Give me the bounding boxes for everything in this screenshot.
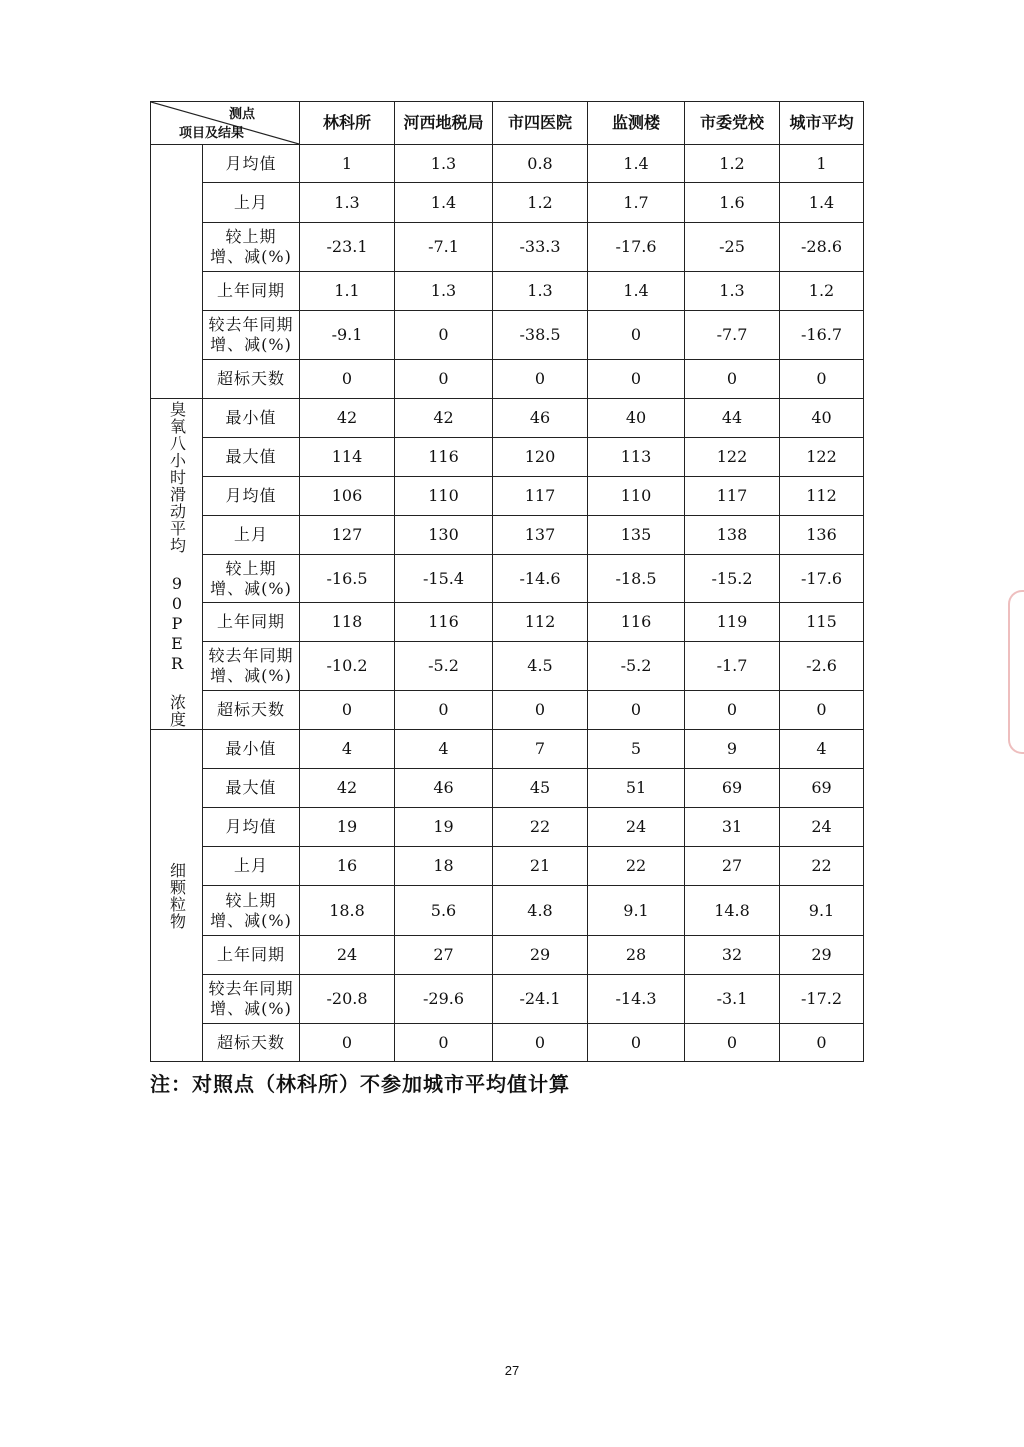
- value-cell: 117: [493, 477, 588, 516]
- item-label-line: 月均值: [225, 486, 277, 505]
- value-cell: 27: [685, 847, 780, 886]
- value-cell: -14.3: [588, 975, 685, 1024]
- value-cell: 0: [780, 691, 864, 730]
- item-label-line: 月均值: [225, 153, 277, 173]
- item-label-line: 较上期: [225, 890, 277, 910]
- value-cell: -10.2: [300, 642, 395, 691]
- item-label-line: 上年同期: [216, 281, 285, 300]
- value-cell: -33.3: [493, 223, 588, 272]
- value-cell: 115: [780, 603, 864, 642]
- value-cell: 1.3: [300, 183, 395, 223]
- item-label: [203, 808, 300, 847]
- item-label: [203, 975, 300, 1024]
- value-cell: 112: [780, 477, 864, 516]
- item-label-line: 增、减(%): [210, 578, 292, 598]
- value-cell: 40: [588, 399, 685, 438]
- group-label: 臭氧八小时滑动平均 90PER 浓度: [151, 399, 203, 730]
- value-cell: 28: [588, 936, 685, 975]
- value-cell: 116: [395, 603, 493, 642]
- group-label: [151, 145, 203, 399]
- value-cell: 24: [780, 808, 864, 847]
- value-cell: 0: [493, 691, 588, 730]
- item-label-line: 较上期: [225, 558, 277, 578]
- value-cell: 0: [588, 1024, 685, 1062]
- item-label: [203, 603, 300, 642]
- station-header: 市委党校: [685, 102, 780, 145]
- value-cell: 1.6: [685, 183, 780, 223]
- value-cell: 29: [493, 936, 588, 975]
- value-cell: 1.7: [588, 183, 685, 223]
- value-cell: 1.4: [395, 183, 493, 223]
- item-label: [203, 360, 300, 399]
- value-cell: 1: [300, 145, 395, 183]
- value-cell: -3.1: [685, 975, 780, 1024]
- item-label: [203, 223, 300, 272]
- table-row: [151, 769, 864, 808]
- value-cell: 22: [588, 847, 685, 886]
- value-cell: 4: [395, 730, 493, 769]
- value-cell: 0: [300, 360, 395, 399]
- value-cell: 120: [493, 438, 588, 477]
- value-cell: 138: [685, 516, 780, 555]
- value-cell: -7.1: [395, 223, 493, 272]
- table-row: [151, 145, 864, 183]
- value-cell: 14.8: [685, 886, 780, 936]
- value-cell: 42: [300, 769, 395, 808]
- value-cell: 112: [493, 603, 588, 642]
- value-cell: 19: [395, 808, 493, 847]
- item-label: [203, 399, 300, 438]
- value-cell: -14.6: [493, 555, 588, 603]
- value-cell: 5.6: [395, 886, 493, 936]
- station-header: 林科所: [300, 102, 395, 145]
- item-label: [203, 516, 300, 555]
- value-cell: -24.1: [493, 975, 588, 1024]
- table-row: [151, 438, 864, 477]
- value-cell: 42: [300, 399, 395, 438]
- item-label-line: 最大值: [225, 447, 277, 466]
- value-cell: 22: [493, 808, 588, 847]
- value-cell: 0: [395, 311, 493, 360]
- item-label-line: 增、减(%): [210, 666, 292, 685]
- item-label: [203, 691, 300, 730]
- value-cell: -28.6: [780, 223, 864, 272]
- table-row: [151, 272, 864, 311]
- value-cell: 0: [780, 360, 864, 399]
- value-cell: 7: [493, 730, 588, 769]
- table-row: [151, 399, 864, 438]
- table-row: [151, 936, 864, 975]
- item-label-line: 上月: [233, 525, 268, 544]
- air-quality-table: [150, 101, 864, 1062]
- value-cell: 122: [780, 438, 864, 477]
- item-label-line: 增、减(%): [210, 335, 292, 354]
- item-label-line: 超标天数: [216, 700, 285, 719]
- value-cell: 1.3: [493, 272, 588, 311]
- value-cell: 1.3: [395, 272, 493, 311]
- value-cell: 21: [493, 847, 588, 886]
- value-cell: 1.2: [780, 272, 864, 311]
- value-cell: 0.8: [493, 145, 588, 183]
- value-cell: -16.7: [780, 311, 864, 360]
- value-cell: -29.6: [395, 975, 493, 1024]
- item-label-line: 上年同期: [216, 612, 285, 631]
- value-cell: 137: [493, 516, 588, 555]
- station-header: 市四医院: [493, 102, 588, 145]
- table-row: [151, 311, 864, 360]
- value-cell: 9: [685, 730, 780, 769]
- table-row: [151, 516, 864, 555]
- table-row: [151, 555, 864, 603]
- diagonal-header-cell: [151, 102, 300, 145]
- value-cell: 0: [300, 691, 395, 730]
- value-cell: 136: [780, 516, 864, 555]
- value-cell: 0: [685, 1024, 780, 1062]
- value-cell: 0: [685, 691, 780, 730]
- value-cell: -17.2: [780, 975, 864, 1024]
- value-cell: -15.2: [685, 555, 780, 603]
- item-label-line: 上年同期: [216, 945, 285, 964]
- value-cell: 18.8: [300, 886, 395, 936]
- item-label-line: 最小值: [225, 739, 277, 758]
- item-label-line: 最小值: [225, 408, 277, 427]
- item-label-line: 较去年同期: [208, 315, 294, 334]
- station-header: 监测楼: [588, 102, 685, 145]
- table-row: [151, 183, 864, 223]
- value-cell: 119: [685, 603, 780, 642]
- value-cell: -23.1: [300, 223, 395, 272]
- value-cell: 9.1: [780, 886, 864, 936]
- value-cell: 116: [588, 603, 685, 642]
- value-cell: 4.5: [493, 642, 588, 691]
- value-cell: 110: [395, 477, 493, 516]
- table-row: [151, 223, 864, 272]
- value-cell: 4.8: [493, 886, 588, 936]
- value-cell: 116: [395, 438, 493, 477]
- value-cell: 122: [685, 438, 780, 477]
- item-label: [203, 438, 300, 477]
- value-cell: 113: [588, 438, 685, 477]
- item-label-line: 较去年同期: [208, 646, 294, 665]
- value-cell: 46: [493, 399, 588, 438]
- table-row: [151, 477, 864, 516]
- value-cell: 0: [780, 1024, 864, 1062]
- station-header: 城市平均: [780, 102, 864, 145]
- value-cell: 1.3: [395, 145, 493, 183]
- page-number: 27: [504, 1363, 520, 1378]
- table-row: [151, 603, 864, 642]
- value-cell: 0: [493, 360, 588, 399]
- value-cell: -5.2: [395, 642, 493, 691]
- item-label-line: 增、减(%): [210, 999, 292, 1018]
- value-cell: 29: [780, 936, 864, 975]
- item-label: [203, 936, 300, 975]
- value-cell: 1.3: [685, 272, 780, 311]
- value-cell: 0: [588, 360, 685, 399]
- table-row: [151, 642, 864, 691]
- value-cell: 0: [395, 691, 493, 730]
- table-row: [151, 886, 864, 936]
- value-cell: 69: [685, 769, 780, 808]
- table-row: [151, 730, 864, 769]
- value-cell: 1.4: [588, 145, 685, 183]
- value-cell: 1.4: [588, 272, 685, 311]
- value-cell: 0: [685, 360, 780, 399]
- table-row: [151, 975, 864, 1024]
- value-cell: 117: [685, 477, 780, 516]
- value-cell: -38.5: [493, 311, 588, 360]
- value-cell: 5: [588, 730, 685, 769]
- item-label: [203, 183, 300, 223]
- table-note: 注：对照点（林科所）不参加城市平均值计算: [150, 1072, 570, 1096]
- value-cell: 27: [395, 936, 493, 975]
- value-cell: 46: [395, 769, 493, 808]
- value-cell: 24: [588, 808, 685, 847]
- item-label: [203, 272, 300, 311]
- value-cell: 0: [493, 1024, 588, 1062]
- value-cell: 135: [588, 516, 685, 555]
- value-cell: 1.2: [685, 145, 780, 183]
- value-cell: 24: [300, 936, 395, 975]
- value-cell: 42: [395, 399, 493, 438]
- table-body: [151, 145, 864, 1062]
- item-label-line: 上月: [233, 856, 268, 875]
- value-cell: 0: [395, 1024, 493, 1062]
- item-label-line: 较去年同期: [208, 979, 294, 998]
- corner-top-label: 测点: [229, 107, 256, 122]
- item-label-line: 超标天数: [216, 1032, 285, 1052]
- group-label: 细颗粒物: [151, 730, 203, 1062]
- table-row: [151, 691, 864, 730]
- value-cell: 4: [300, 730, 395, 769]
- value-cell: -5.2: [588, 642, 685, 691]
- value-cell: 19: [300, 808, 395, 847]
- item-label: [203, 555, 300, 603]
- item-label-line: 上月: [233, 192, 268, 212]
- value-cell: 44: [685, 399, 780, 438]
- value-cell: 45: [493, 769, 588, 808]
- value-cell: 130: [395, 516, 493, 555]
- value-cell: 127: [300, 516, 395, 555]
- table-row: [151, 847, 864, 886]
- value-cell: 1.1: [300, 272, 395, 311]
- value-cell: -7.7: [685, 311, 780, 360]
- value-cell: 32: [685, 936, 780, 975]
- value-cell: 16: [300, 847, 395, 886]
- value-cell: 40: [780, 399, 864, 438]
- item-label: [203, 1024, 300, 1062]
- item-label: [203, 145, 300, 183]
- value-cell: 1: [780, 145, 864, 183]
- value-cell: 1.2: [493, 183, 588, 223]
- item-label: [203, 886, 300, 936]
- item-label-line: 增、减(%): [210, 910, 292, 930]
- value-cell: -17.6: [588, 223, 685, 272]
- item-label-line: 较上期: [225, 227, 277, 246]
- value-cell: 114: [300, 438, 395, 477]
- item-label-line: 超标天数: [216, 369, 285, 388]
- value-cell: -18.5: [588, 555, 685, 603]
- value-cell: 1.4: [780, 183, 864, 223]
- value-cell: 18: [395, 847, 493, 886]
- corner-bottom-label: 项目及结果: [179, 126, 245, 141]
- item-label: [203, 311, 300, 360]
- item-label: [203, 769, 300, 808]
- value-cell: -17.6: [780, 555, 864, 603]
- item-label-line: 月均值: [225, 817, 277, 836]
- value-cell: -2.6: [780, 642, 864, 691]
- item-label-line: 最大值: [225, 778, 277, 797]
- item-label: [203, 477, 300, 516]
- value-cell: 69: [780, 769, 864, 808]
- item-label: [203, 847, 300, 886]
- value-cell: 106: [300, 477, 395, 516]
- item-label-line: 增、减(%): [210, 247, 292, 266]
- station-header: 河西地税局: [395, 102, 493, 145]
- value-cell: -16.5: [300, 555, 395, 603]
- value-cell: 22: [780, 847, 864, 886]
- value-cell: 9.1: [588, 886, 685, 936]
- table-row: [151, 808, 864, 847]
- table-row: [151, 360, 864, 399]
- value-cell: 0: [300, 1024, 395, 1062]
- value-cell: 31: [685, 808, 780, 847]
- value-cell: -15.4: [395, 555, 493, 603]
- value-cell: 118: [300, 603, 395, 642]
- value-cell: 0: [588, 311, 685, 360]
- table-row: [151, 1024, 864, 1062]
- value-cell: 0: [588, 691, 685, 730]
- value-cell: 51: [588, 769, 685, 808]
- value-cell: 0: [395, 360, 493, 399]
- value-cell: 110: [588, 477, 685, 516]
- value-cell: -20.8: [300, 975, 395, 1024]
- value-cell: -25: [685, 223, 780, 272]
- header-row: [151, 102, 864, 145]
- value-cell: -9.1: [300, 311, 395, 360]
- item-label: [203, 730, 300, 769]
- item-label: [203, 642, 300, 691]
- value-cell: -1.7: [685, 642, 780, 691]
- seal-stamp-edge: [1008, 590, 1024, 754]
- value-cell: 4: [780, 730, 864, 769]
